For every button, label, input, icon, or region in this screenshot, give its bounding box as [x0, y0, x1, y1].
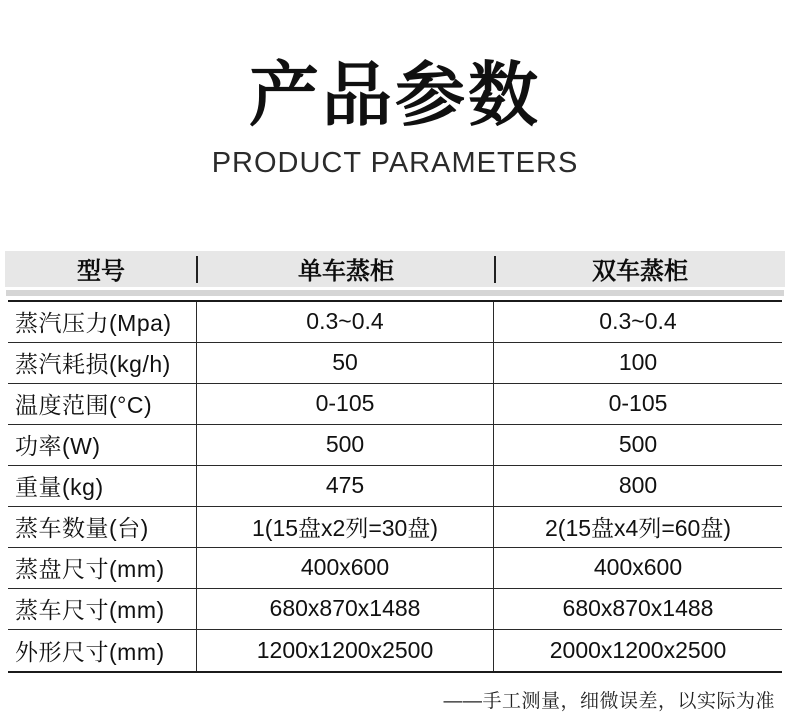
double-cart-value: 500 — [618, 431, 658, 458]
header-column-divider — [494, 256, 496, 283]
double-cart-value: 2000x1200x2500 — [549, 636, 727, 663]
single-cart-value: 50 — [197, 343, 494, 383]
page-subtitle: PRODUCT PARAMETERS — [211, 146, 579, 179]
spec-table — [0, 251, 790, 673]
single-cart-value: 1200x1200x2500 — [197, 630, 494, 671]
row-label: 温度范围(°C) — [8, 384, 197, 424]
table-row — [8, 630, 782, 671]
double-cart-value: 680x870x1488 — [562, 595, 714, 622]
table-row — [8, 589, 782, 630]
measurement-disclaimer: ——手工测量，细微误差，以实际为准 — [443, 690, 775, 712]
row-label: 蒸汽压力(Mpa) — [8, 302, 197, 342]
single-cart-value: 0-105 — [197, 384, 494, 424]
column-header-single-cart: 单车蒸柜 — [298, 258, 394, 286]
double-cart-value: 0-105 — [608, 390, 668, 417]
row-label: 重量(kg) — [8, 466, 197, 506]
single-cart-value: 1(15盘x2列=30盘) — [197, 507, 494, 547]
column-header-model: 型号 — [77, 258, 125, 286]
title-block — [0, 0, 790, 178]
single-cart-value: 0.3~0.4 — [197, 302, 494, 342]
double-cart-value: 800 — [618, 472, 658, 499]
double-cart-value: 100 — [618, 349, 658, 376]
table-row — [8, 548, 782, 589]
table-row — [8, 384, 782, 425]
table-row — [8, 343, 782, 384]
table-row — [8, 466, 782, 507]
row-label: 蒸盘尺寸(mm) — [8, 548, 197, 588]
table-header-row — [5, 251, 785, 287]
single-cart-value: 680x870x1488 — [197, 589, 494, 629]
single-cart-value: 400x600 — [197, 548, 494, 588]
table-row — [8, 507, 782, 548]
spec-table-body — [8, 300, 782, 673]
page-title: 产品参数 — [249, 56, 541, 134]
double-cart-value: 2(15盘x4列=60盘) — [545, 515, 731, 542]
single-cart-value: 500 — [197, 425, 494, 465]
row-label: 功率(W) — [8, 425, 197, 465]
header-shadow-strip — [6, 290, 784, 296]
row-label: 蒸车尺寸(mm) — [8, 589, 197, 629]
double-cart-value: 400x600 — [593, 554, 683, 581]
row-label: 蒸汽耗损(kg/h) — [8, 343, 197, 383]
table-row — [8, 425, 782, 466]
double-cart-value: 0.3~0.4 — [599, 308, 677, 335]
column-header-double-cart: 双车蒸柜 — [592, 258, 688, 286]
row-label: 外形尺寸(mm) — [8, 630, 197, 671]
single-cart-value: 475 — [197, 466, 494, 506]
table-row — [8, 302, 782, 343]
header-column-divider — [196, 256, 198, 283]
row-label: 蒸车数量(台) — [8, 507, 197, 547]
